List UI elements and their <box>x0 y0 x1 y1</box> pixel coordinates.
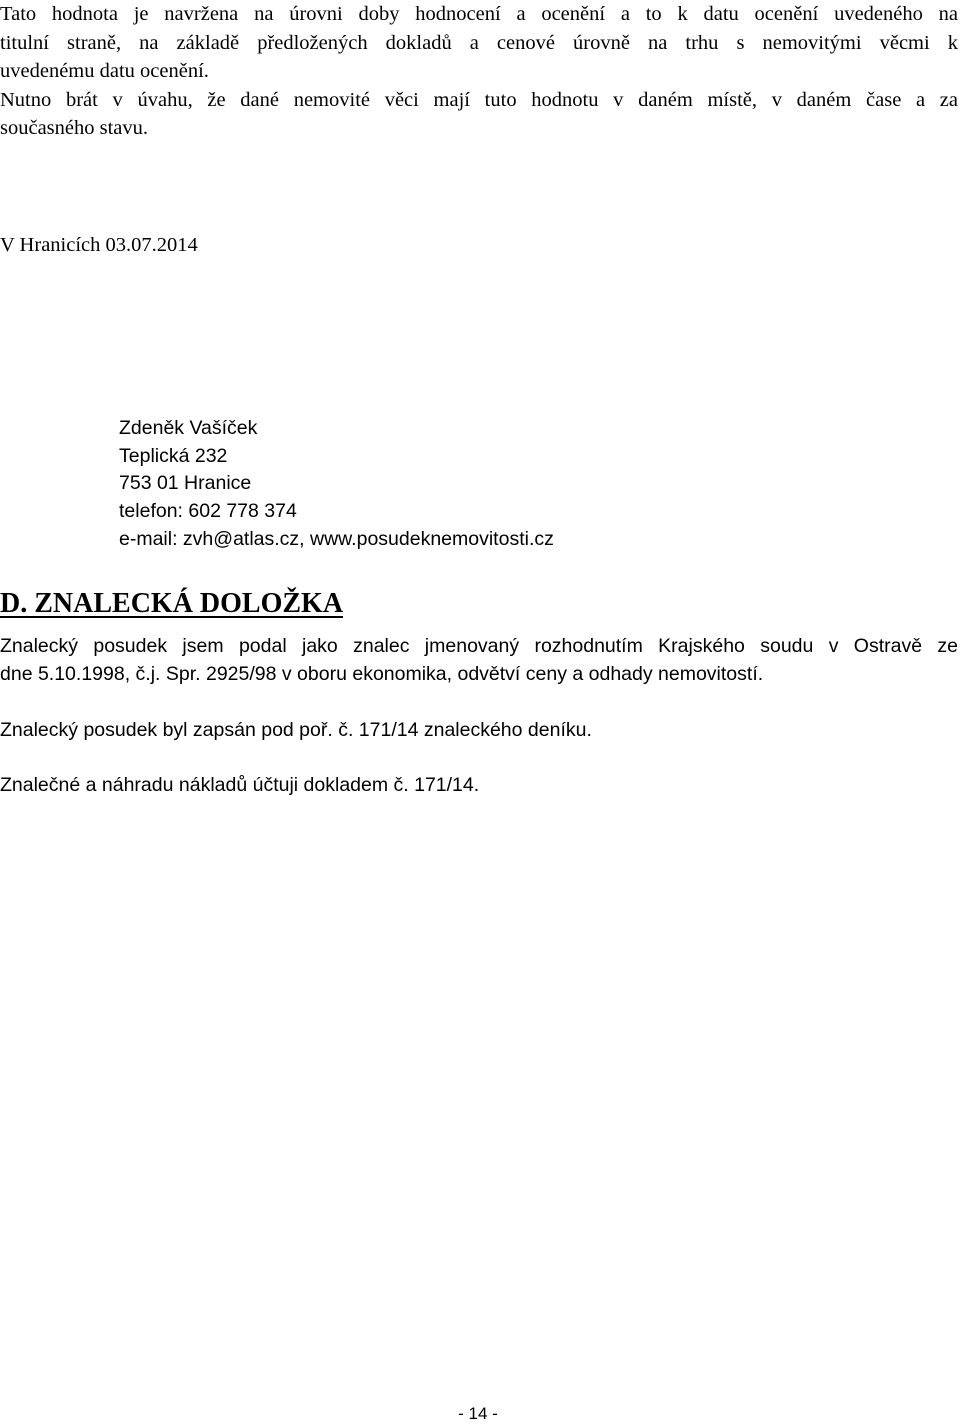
clause-line-1: Znalecký posudek jsem podal jako znalec jmenovaný rozhodnutím Krajského soudu v Ostravě ze <box>0 635 958 657</box>
place-date: V Hranicích 03.07.2014 <box>0 234 198 256</box>
fee-paragraph <box>0 771 958 799</box>
fee-line: Znalečné a náhradu nákladů účtuji dokladem č. 171/14. <box>0 774 480 796</box>
intro-paragraph <box>0 0 958 143</box>
clause-line-2: dne 5.10.1998, č.j. Spr. 2925/98 v oboru ekonomika, odvětví ceny a odhady nemovitostí. <box>0 663 764 685</box>
intro-line-5: současného stavu. <box>0 117 149 139</box>
page-number <box>0 1403 960 1425</box>
expert-phone: telefon: 602 778 374 <box>119 500 297 523</box>
clause-paragraph <box>0 632 958 688</box>
expert-name: Zdeněk Vašíček <box>119 417 258 439</box>
expert-email-web: e-mail: zvh@atlas.cz, www.posudeknemovitosti.cz <box>119 527 554 550</box>
intro-line-4: Nutno brát v úvahu, že dané nemovité věci mají tuto hodnotu v daném místě, v daném čase a za <box>0 88 958 111</box>
intro-line-3: uvedenému datu ocenění. <box>0 60 209 82</box>
expert-city: 753 01 Hranice <box>119 472 252 495</box>
registry-paragraph <box>0 716 958 744</box>
expert-address-block <box>119 415 554 554</box>
page-number-text: - 14 - <box>458 1404 498 1423</box>
intro-line-2: titulní straně, na základě předložených dokladů a cenové úrovně na trhu s nemovitými věcmi k <box>0 31 958 54</box>
expert-street: Teplická 232 <box>119 444 228 467</box>
section-heading: D. ZNALECKÁ DOLOŽKA <box>0 588 344 619</box>
intro-line-1: Tato hodnota je navržena na úrovni doby hodnocení a ocenění a to k datu ocenění uvedeného na <box>0 3 958 25</box>
registry-line: Znalecký posudek byl zapsán pod poř. č. 171/14 znaleckého deníku. <box>0 719 592 741</box>
